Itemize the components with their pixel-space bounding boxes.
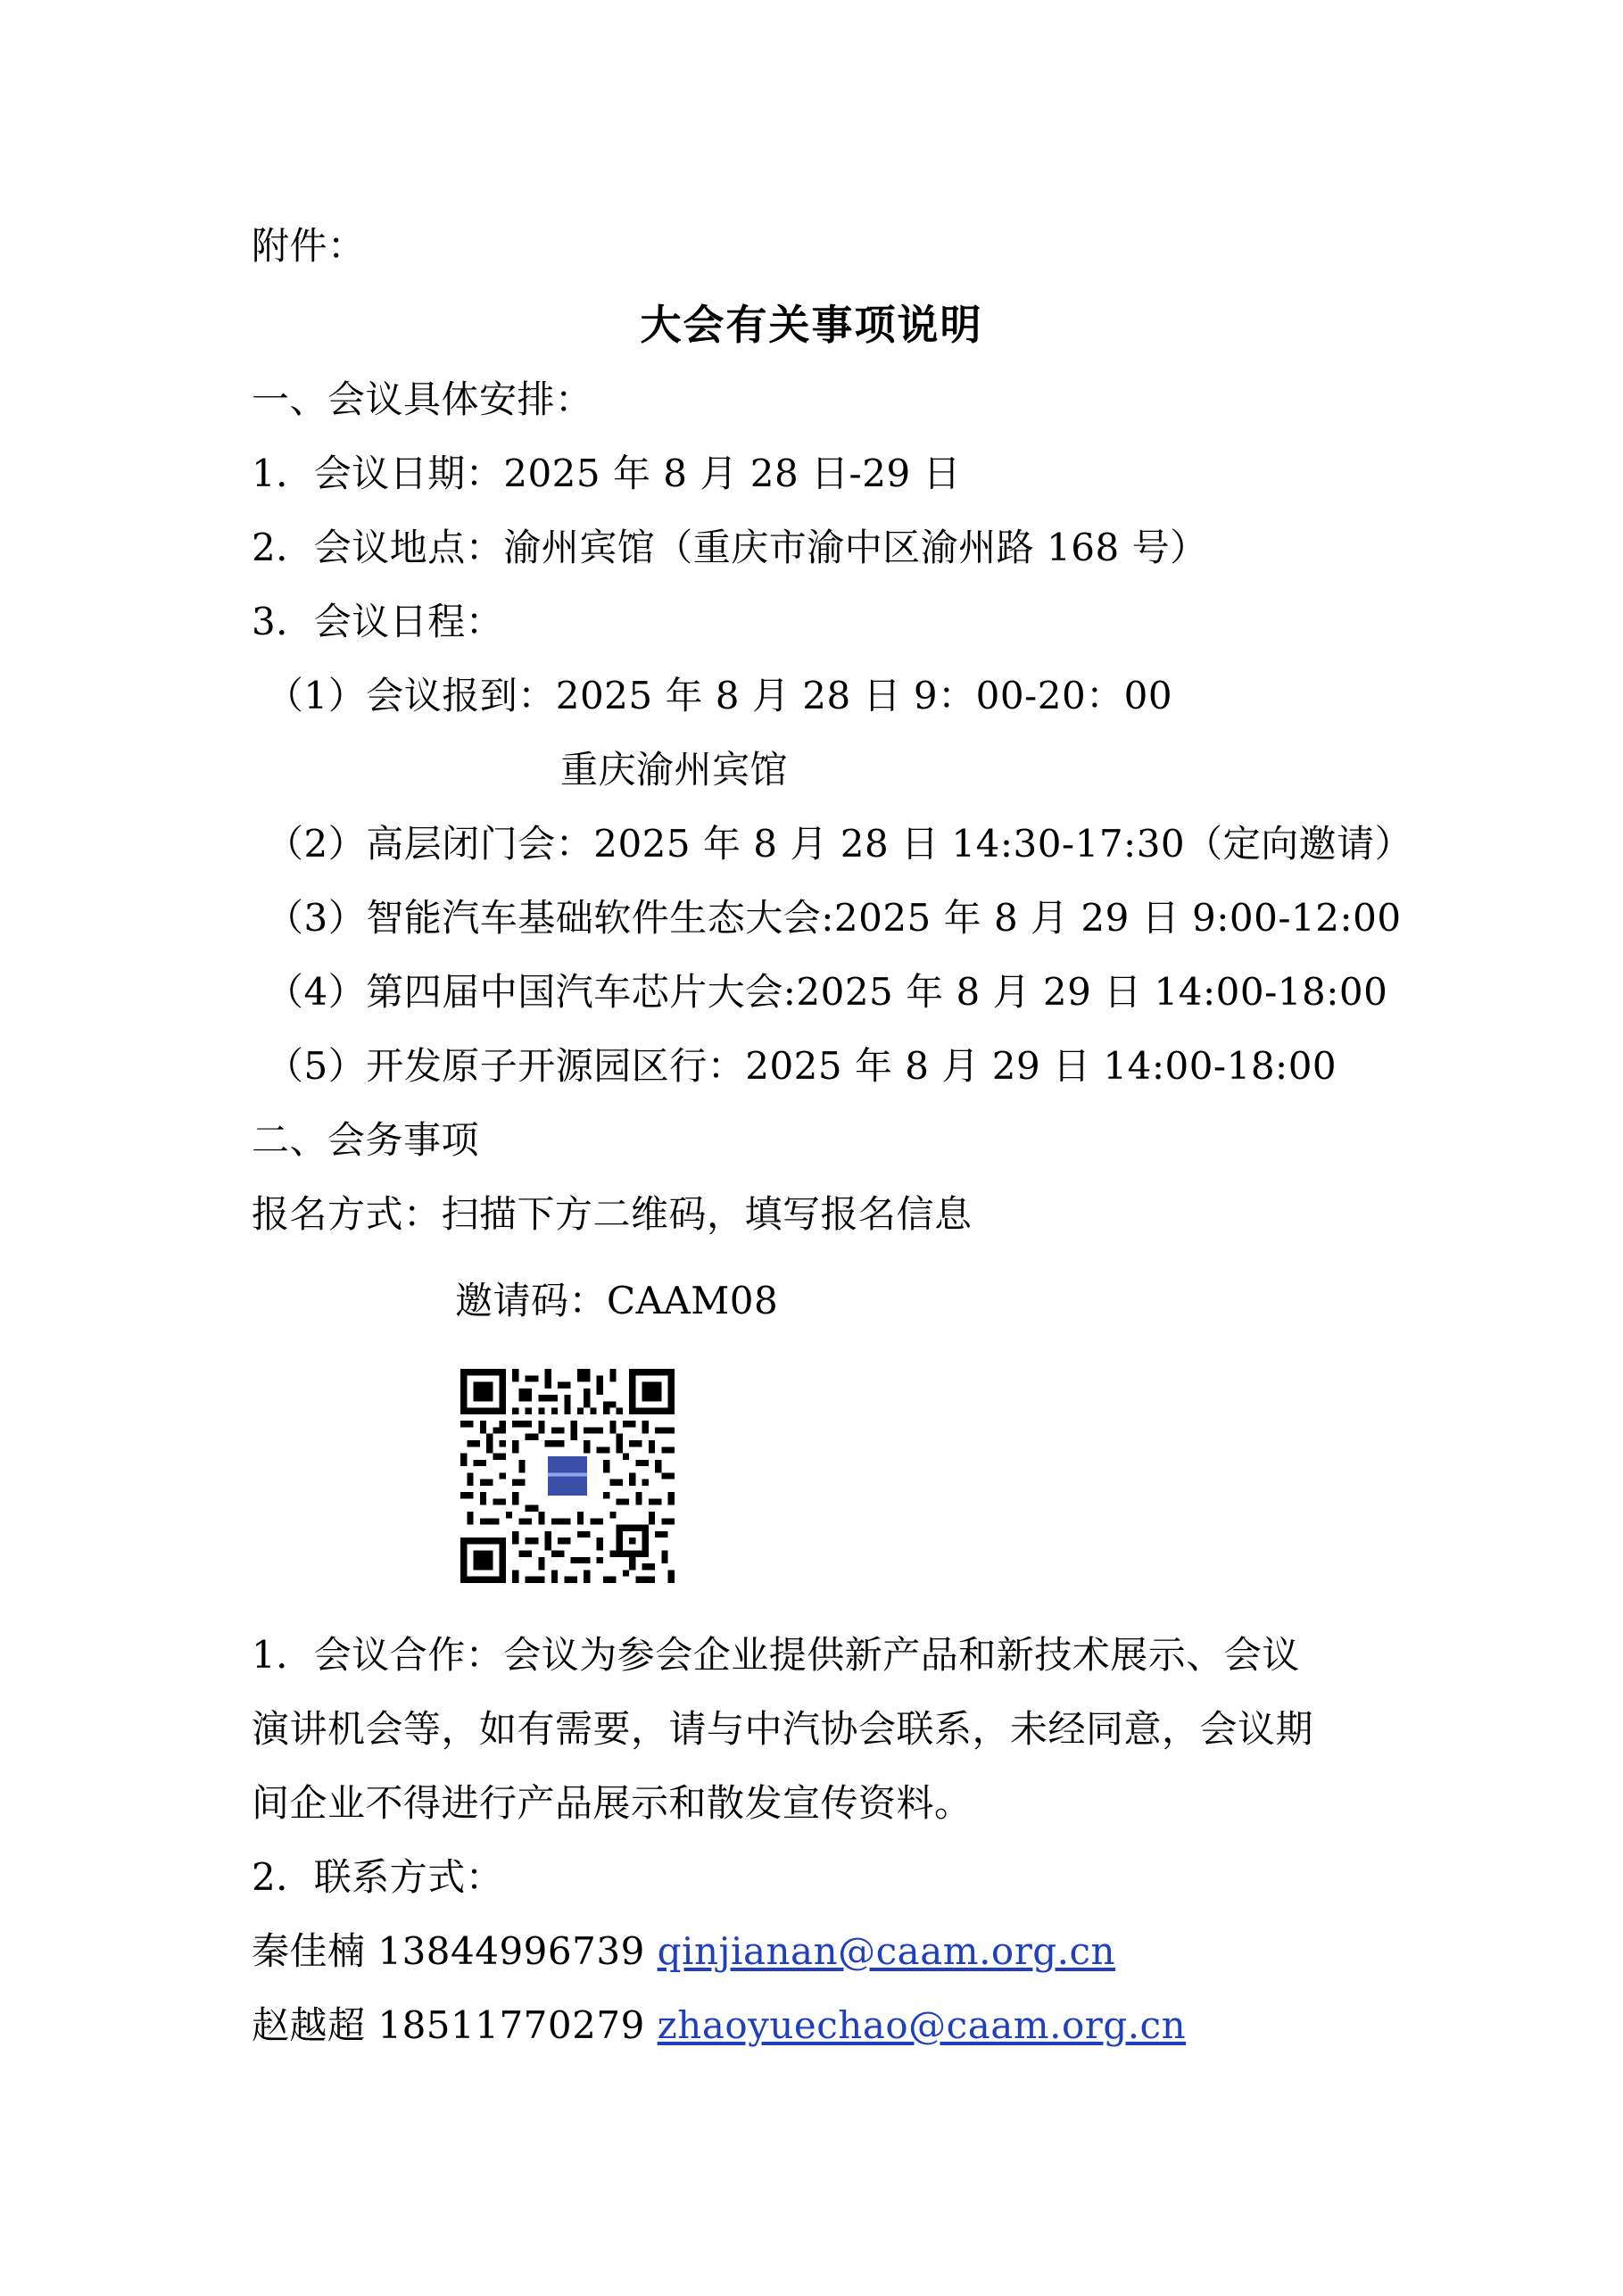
cooperation-line-2: 演讲机会等，如有需要，请与中汽协会联系，未经同意，会议期 bbox=[252, 1707, 1314, 1751]
contact-email-link[interactable]: zhaoyuechao@caam.org.cn bbox=[657, 2003, 1187, 2047]
registration-method: 报名方式：扫描下方二维码，填写报名信息 bbox=[252, 1192, 973, 1236]
invite-code: 邀请码：CAAM08 bbox=[455, 1279, 779, 1322]
schedule-item-park-tour: （5）开发原子开源园区行：2025 年 8 月 29 日 14:00-18:00 bbox=[266, 1044, 1337, 1088]
cooperation-line-3: 间企业不得进行产品展示和散发宣传资料。 bbox=[252, 1781, 973, 1825]
meeting-schedule-heading: 3．会议日程： bbox=[252, 600, 504, 643]
qr-code-icon[interactable] bbox=[460, 1369, 675, 1583]
schedule-item-checkin: （1）会议报到：2025 年 8 月 28 日 9：00-20：00 bbox=[266, 674, 1173, 717]
cooperation-line-1: 1．会议合作：会议为参会企业提供新产品和新技术展示、会议 bbox=[252, 1633, 1300, 1677]
meeting-date: 1．会议日期：2025 年 8 月 28 日-29 日 bbox=[252, 452, 962, 495]
meeting-venue: 2．会议地点：渝州宾馆（重庆市渝中区渝州路 168 号） bbox=[252, 526, 1208, 569]
schedule-item-closed-meeting: （2）高层闭门会：2025 年 8 月 28 日 14:30-17:30（定向邀请） bbox=[266, 822, 1413, 866]
contact-row bbox=[252, 1930, 1115, 1973]
contact-name-phone: 秦佳楠 13844996739 bbox=[252, 1929, 658, 1973]
contact-heading: 2．联系方式： bbox=[252, 1855, 504, 1899]
contact-name-phone: 赵越超 18511770279 bbox=[252, 2003, 658, 2047]
schedule-item-chip-conference: （4）第四届中国汽车芯片大会:2025 年 8 月 29 日 14:00-18:00 bbox=[266, 970, 1388, 1014]
schedule-item-checkin-venue: 重庆渝州宾馆 bbox=[560, 748, 789, 792]
section2-heading: 二、会务事项 bbox=[252, 1118, 480, 1162]
contact-email-link[interactable]: qinjianan@caam.org.cn bbox=[657, 1929, 1116, 1973]
page-title: 大会有关事项说明 bbox=[640, 301, 983, 349]
attachment-label: 附件： bbox=[252, 224, 366, 268]
contact-row bbox=[252, 2004, 1186, 2047]
section1-heading: 一、会议具体安排： bbox=[252, 377, 593, 421]
schedule-item-software-conference: （3）智能汽车基础软件生态大会:2025 年 8 月 29 日 9:00-12:00 bbox=[266, 896, 1402, 940]
